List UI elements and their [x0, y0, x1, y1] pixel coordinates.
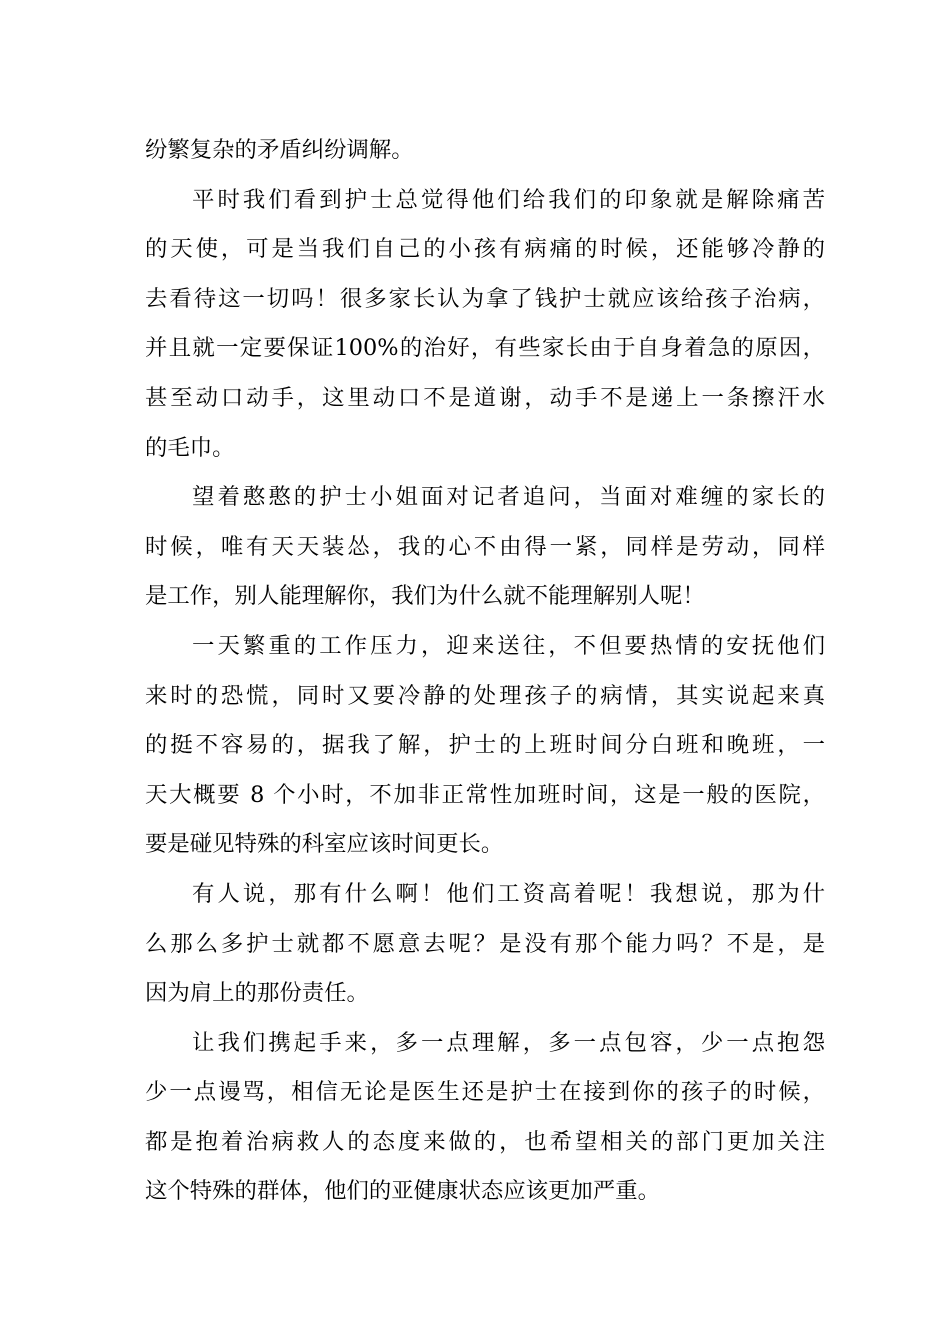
text-line: 时候，唯有天天装怂，我的心不由得一紧，同样是劳动，同样 [145, 533, 825, 560]
text-line: 的毛巾。 [145, 434, 235, 461]
text-line: 去看待这一切吗！很多家长认为拿了钱护士就应该给孩子治病， [145, 285, 825, 312]
document-body [145, 126, 825, 1217]
text-line: 平时我们看到护士总觉得他们给我们的印象就是解除痛苦 [192, 186, 825, 213]
text-line: 一天繁重的工作压力，迎来送往，不但要热情的安抚他们 [192, 632, 825, 659]
text-line: 甚至动口动手，这里动口不是道谢，动手不是递上一条擦汗水 [145, 384, 825, 411]
text-line: 的天使，可是当我们自己的小孩有病痛的时候，还能够冷静的 [145, 236, 825, 263]
text-line: 因为肩上的那份责任。 [145, 980, 369, 1007]
text-line: 天大概要 8 个小时，不加非正常性加班时间，这是一般的医院， [145, 781, 825, 808]
text-line: 有人说，那有什么啊！他们工资高着呢！我想说，那为什 [192, 880, 825, 907]
text-line: 少一点谩骂，相信无论是医生还是护士在接到你的孩子的时候， [145, 1079, 825, 1106]
text-line: 纷繁复杂的矛盾纠纷调解。 [145, 137, 414, 163]
text-line: 来时的恐慌，同时又要冷静的处理孩子的病情，其实说起来真 [145, 682, 825, 709]
text-line: 并且就一定要保证100%的治好，有些家长由于自身着急的原因， [145, 335, 825, 362]
text-line: 都是抱着治病救人的态度来做的，也希望相关的部门更加关注 [145, 1128, 825, 1155]
text-line: 么那么多护士就都不愿意去呢？是没有那个能力吗？不是，是 [145, 930, 825, 957]
text-line: 让我们携起手来，多一点理解，多一点包容，少一点抱怨 [192, 1029, 825, 1056]
text-line: 望着憨憨的护士小姐面对记者追问，当面对难缠的家长的 [192, 484, 825, 511]
text-line: 这个特殊的群体，他们的亚健康状态应该更加严重。 [145, 1178, 660, 1205]
text-line: 要是碰见特殊的科室应该时间更长。 [145, 831, 504, 858]
text-line: 是工作，别人能理解你，我们为什么就不能理解别人呢！ [145, 583, 705, 610]
text-line: 的挺不容易的，据我了解，护士的上班时间分白班和晚班，一 [145, 732, 825, 759]
